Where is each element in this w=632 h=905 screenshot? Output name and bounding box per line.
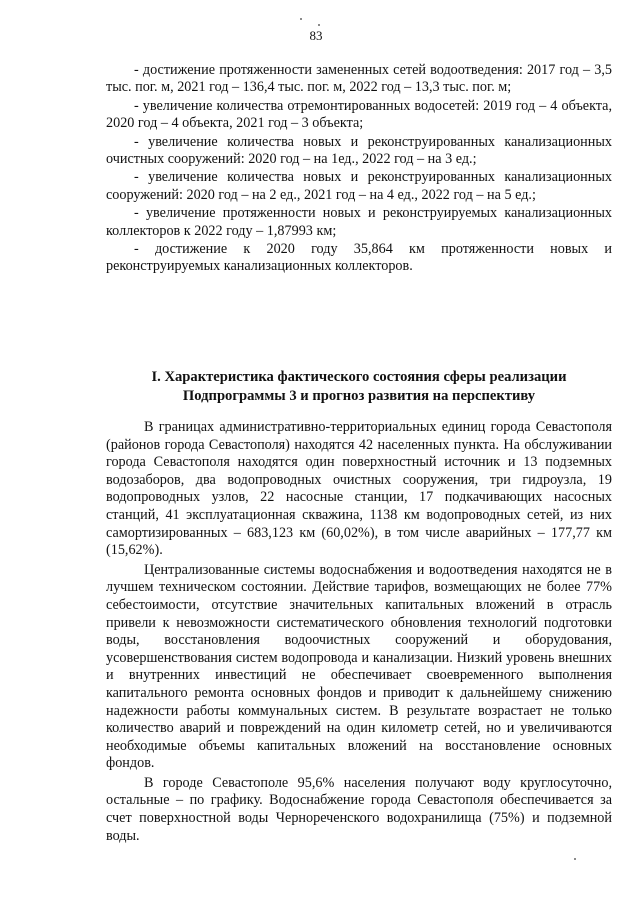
list-item: - увеличение количества отремонтированных водосетей: 2019 год – 4 объекта, 2020 год – 4 объекта, 2021 год – 3 объекта;	[106, 97, 612, 132]
scan-speck	[318, 24, 320, 26]
scan-speck	[574, 858, 576, 860]
list-item: - достижение протяженности замененных сетей водоотведения: 2017 год – 3,5 тыс. пог. м, 2021 год – 136,4 тыс. пог. м, 2022 год – 13,3 тыс. пог. м;	[106, 62, 612, 96]
section-title-line: I. Характеристика фактического состояния сферы реализации	[151, 369, 567, 385]
section-title	[106, 368, 612, 406]
list-item: - увеличение протяженности новых и реконструируемых канализационных коллекторов к 2022 году – 1,87993 км;	[106, 205, 612, 239]
scan-speck	[300, 18, 302, 20]
paragraph: Централизованные системы водоснабжения и водоотведения находятся не в лучшем техническом состоянии. Действие тарифов, возмещающих не более 77% себестоимости, отсутствие значительных капитальных вложений в отрасль привели к невозможности систематического обновления технологий подготовки воды, восстановления водоочистных сооружений и оборудования, усовершенствования систем водопровода и канализации. Низкий уровень внешних и внутренних инвестиций не обеспечивает своевременного выполнения капитального ремонта основных фондов и приводит к дальнейшему снижению надежности работы коммунальных систем. В результате возрастает не только количество аварий и повреждений на один километр сетей, но и увеличиваются необходимые объемы капитальных вложений на восстановление основных фондов.	[106, 561, 612, 772]
list-item: - достижение к 2020 году 35,864 км протяженности новых и реконструируемых канализационных коллекторов.	[106, 241, 612, 275]
indicator-list	[106, 62, 612, 276]
list-item: - увеличение количества новых и реконструированных канализационных сооружений: 2020 год – на 2 ед., 2021 год – на 4 ед., 2022 год – на 5 ед.;	[106, 169, 612, 203]
page-number: 83	[309, 28, 323, 43]
section-title-line: Подпрограммы 3 и прогноз развития на перспективу	[182, 388, 536, 404]
section-body	[106, 419, 612, 845]
paragraph: В городе Севастополе 95,6% населения получают воду круглосуточно, остальные – по графику. Водоснабжение города Севастополя обеспечивается за счет поверхностной воды Чернореченского водохранилища (75%) и подземной воды.	[106, 774, 612, 844]
paragraph: В границах административно-территориальных единиц города Севастополя (районов города Севастополя) находятся 42 населенных пункта. На обслуживании города Севастополя находятся один поверхностный источник и 13 подземных водозаборов, два водопроводных очистных сооружения, три гидроузла, 19 водопроводных узлов, 22 насосные станции, 17 подкачивающих насосных станций, 41 эксплуатационная скважина, 1138 км водопроводных сетей, из них самортизированных – 683,123 км (60,02%), в том числе аварийных – 177,77 км (15,62%).	[106, 419, 612, 559]
list-item: - увеличение количества новых и реконструированных канализационных очистных сооружений: 2020 год – на 1ед., 2022 год – на 3 ед.;	[106, 133, 612, 168]
